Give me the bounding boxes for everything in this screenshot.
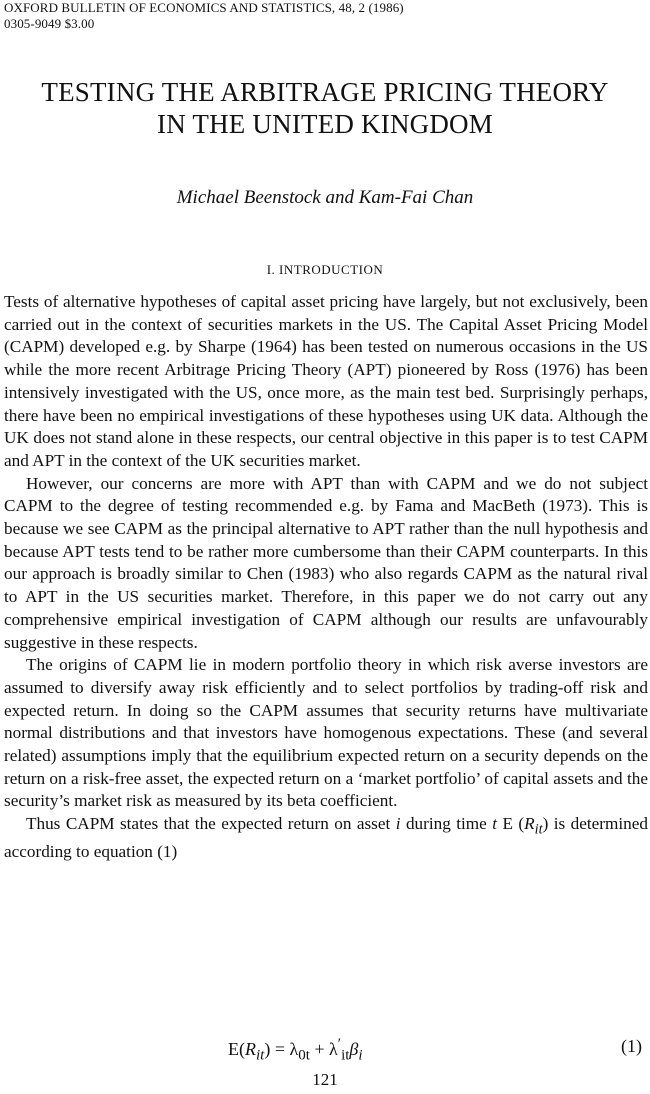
eq-sub-0t: 0t (298, 1047, 310, 1064)
equation-number: (1) (621, 1036, 642, 1056)
paragraph-2: However, our concerns are more with APT than with CAPM and we do not subject CAPM to the degree of testing recommended e.g. by Fama and MacBeth (1973). This is because we see CAPM as the principal alternative to APT rather than the null hypothesis and because APT tests tend to be rather more cumbersome than their CAPM counterparts. In this our approach is broadly similar to Chen (1983) who also regards CAPM as the natural rival to APT in the US securities market. Therefore, in this paper we do not carry out any comprehensive empirical investigation of CAPM although our results are unfavourably suggestive in these respects. (4, 473, 648, 652)
p4-var-t: t (492, 814, 498, 834)
issn-price: 0305-9049 $3.00 (4, 16, 95, 31)
p4-var-i: i (395, 814, 401, 834)
eq-prime: ′ (337, 1036, 342, 1052)
article-title (0, 76, 650, 140)
article-body (4, 291, 648, 864)
eq-lambda-0: ) = λ (264, 1039, 299, 1059)
title-line-2: IN THE UNITED KINGDOM (157, 109, 493, 139)
eq-lhs-r: R (245, 1039, 256, 1059)
p4-text-d: ) is determined according to equation (1) (4, 814, 648, 862)
p4-sub-it: it (534, 821, 543, 838)
eq-sub-i: i (358, 1047, 363, 1064)
author-names: Michael Beenstock and Kam-Fai Chan (176, 187, 474, 208)
eq-beta: β (349, 1039, 359, 1059)
journal-header (4, 0, 404, 32)
eq-lambda-1: + λ (309, 1039, 338, 1059)
paragraph-4 (4, 813, 648, 864)
p4-var-r: R (524, 814, 535, 834)
p4-text-a: Thus CAPM states that the expected return on asset (26, 814, 396, 834)
section-heading: I. INTRODUCTION (266, 262, 384, 277)
title-line-1: TESTING THE ARBITRAGE PRICING THEORY (41, 77, 609, 107)
eq-lhs-e: E( (228, 1039, 245, 1059)
eq-sub-it: it (341, 1047, 350, 1064)
p4-text-b: during time (400, 814, 493, 834)
p4-text-c: E ( (497, 814, 525, 834)
equation-body (228, 1036, 363, 1065)
eq-lhs-sub: it (256, 1047, 265, 1064)
paragraph-1: Tests of alternative hypotheses of capital asset pricing have largely, but not exclusively, been carried out in the context of securities markets in the US. The Capital Asset Pricing Model (CAPM) developed e.g. by Sharpe (1964) has been tested on numerous occasions in the US while the more recent Arbitrage Pricing Theory (APT) pioneered by Ross (1976) has been intensively investigated with the US, once more, as the main test bed. Surprisingly perhaps, there have been no empirical investigations of these hypotheses using UK data. Although the UK does not stand alone in these respects, our central objective in this paper is to test CAPM and APT in the context of the UK securities market. (4, 292, 648, 470)
journal-citation: OXFORD BULLETIN OF ECONOMICS AND STATISTICS, 48, 2 (1986) (4, 0, 404, 15)
paragraph-3: The origins of CAPM lie in modern portfolio theory in which risk averse investors are assumed to diversify away risk efficiently and to select portfolios by trading-off risk and expected return. In doing so the CAPM assumes that security returns have multivariate normal distributions and that investors have homogenous expectations. These (and several related) assumptions imply that the equilibrium expected return on a security depends on the return on a risk-free asset, the expected return on a ‘market portfolio’ of capital assets and the security’s market risk as measured by its beta coefficient. (4, 655, 648, 811)
page-number: 121 (312, 1070, 338, 1089)
